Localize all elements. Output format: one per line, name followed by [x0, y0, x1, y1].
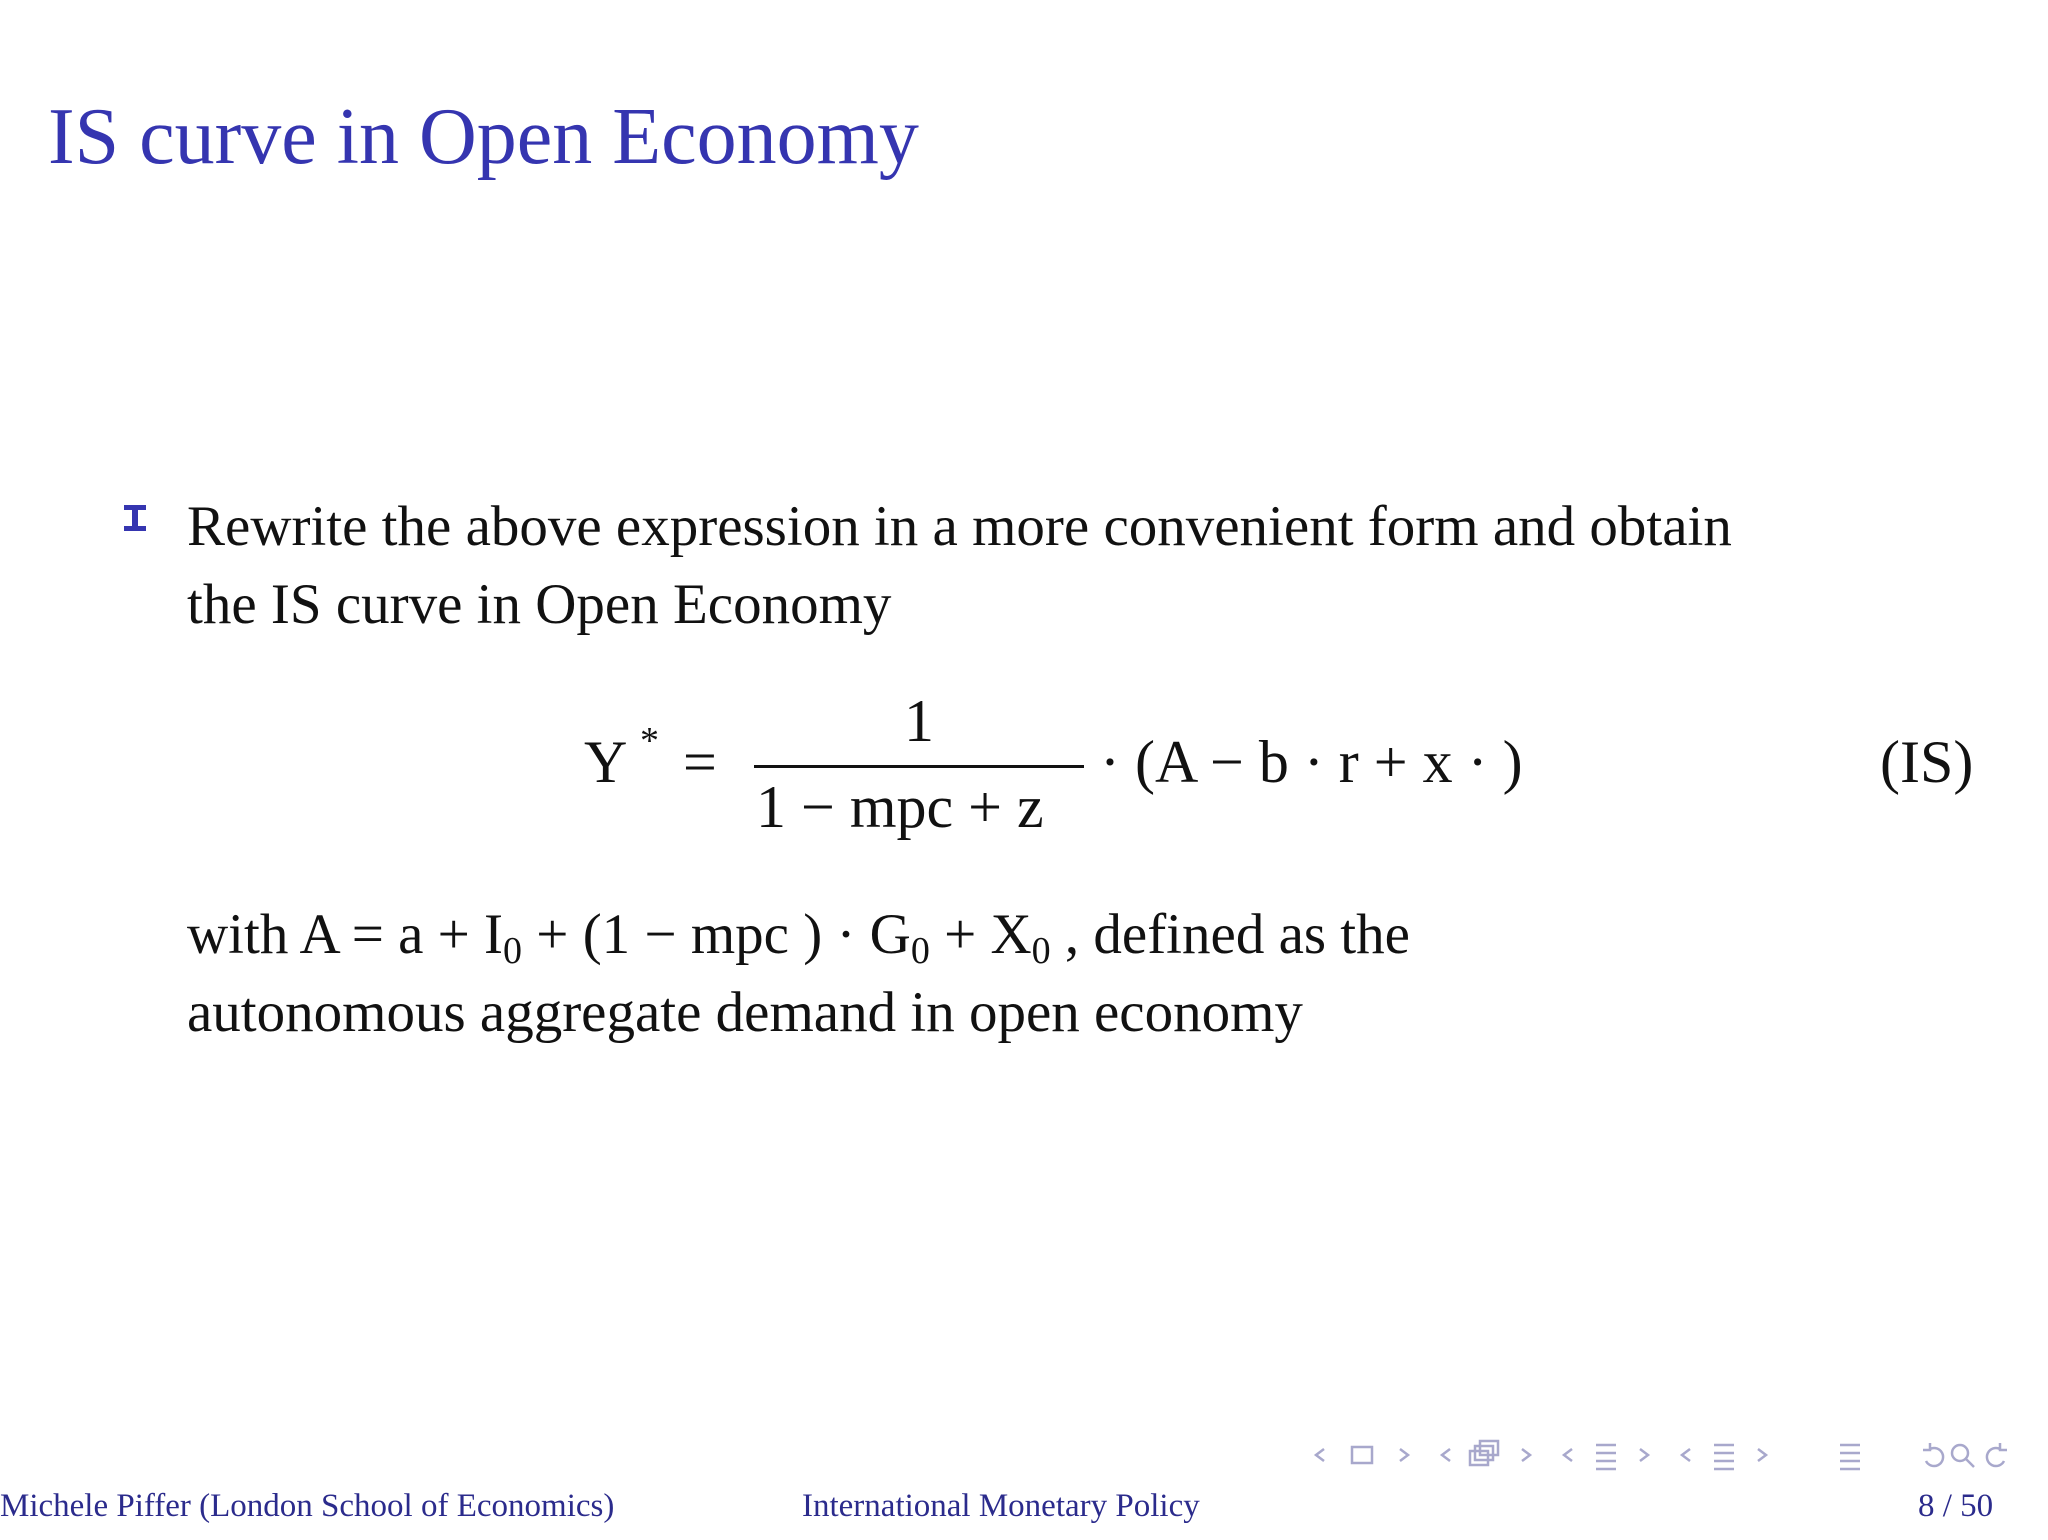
- bullet-text-line1: Rewrite the above expression in a more convenient form and obtain: [187, 495, 1732, 558]
- with-definition-line: [187, 896, 1410, 974]
- equation-numerator: 1: [904, 688, 934, 754]
- with-text-part1: with A = a + I: [187, 903, 504, 966]
- nav-toc-icon[interactable]: [1840, 1445, 1860, 1469]
- footer-course: International Monetary Policy: [802, 1488, 1200, 1524]
- subscript-i0: 0: [503, 930, 523, 972]
- equation-lhs: Y: [584, 729, 628, 795]
- equation-denominator: 1 − mpc + z: [756, 774, 1044, 840]
- with-text-part2: + (1 − mpc ) · G: [522, 903, 911, 966]
- with-text-part3: + X: [929, 903, 1032, 966]
- slide-title: IS curve in Open Economy: [48, 93, 919, 181]
- subscript-x0: 0: [1031, 930, 1051, 972]
- nav-presentation-icon[interactable]: [1682, 1445, 1766, 1469]
- equation-superscript: *: [640, 720, 659, 762]
- equation-label: (IS): [1880, 729, 1974, 795]
- equation-rhs: · (A − b · r + x · ): [1100, 729, 1523, 795]
- bullet-icon: [122, 503, 148, 533]
- equation-equals: =: [683, 729, 717, 795]
- beamer-navigation: [1310, 1435, 2030, 1475]
- nav-section-icon[interactable]: [1564, 1445, 1648, 1469]
- autonomous-demand-line: autonomous aggregate demand in open economy: [187, 981, 1303, 1044]
- fraction-bar: [754, 765, 1084, 768]
- subscript-g0: 0: [910, 930, 930, 972]
- nav-subsection-icon[interactable]: [1442, 1441, 1530, 1465]
- bullet-text-line2: the IS curve in Open Economy: [187, 573, 892, 636]
- footer-author: Michele Piffer (London School of Economics): [0, 1488, 615, 1524]
- with-text-part4: , defined as the: [1050, 903, 1410, 966]
- footer-page-number: 8 / 50: [1918, 1488, 1994, 1524]
- nav-frame-icon[interactable]: [1316, 1447, 1408, 1463]
- nav-undo-search-redo-icons[interactable]: [1923, 1443, 2007, 1467]
